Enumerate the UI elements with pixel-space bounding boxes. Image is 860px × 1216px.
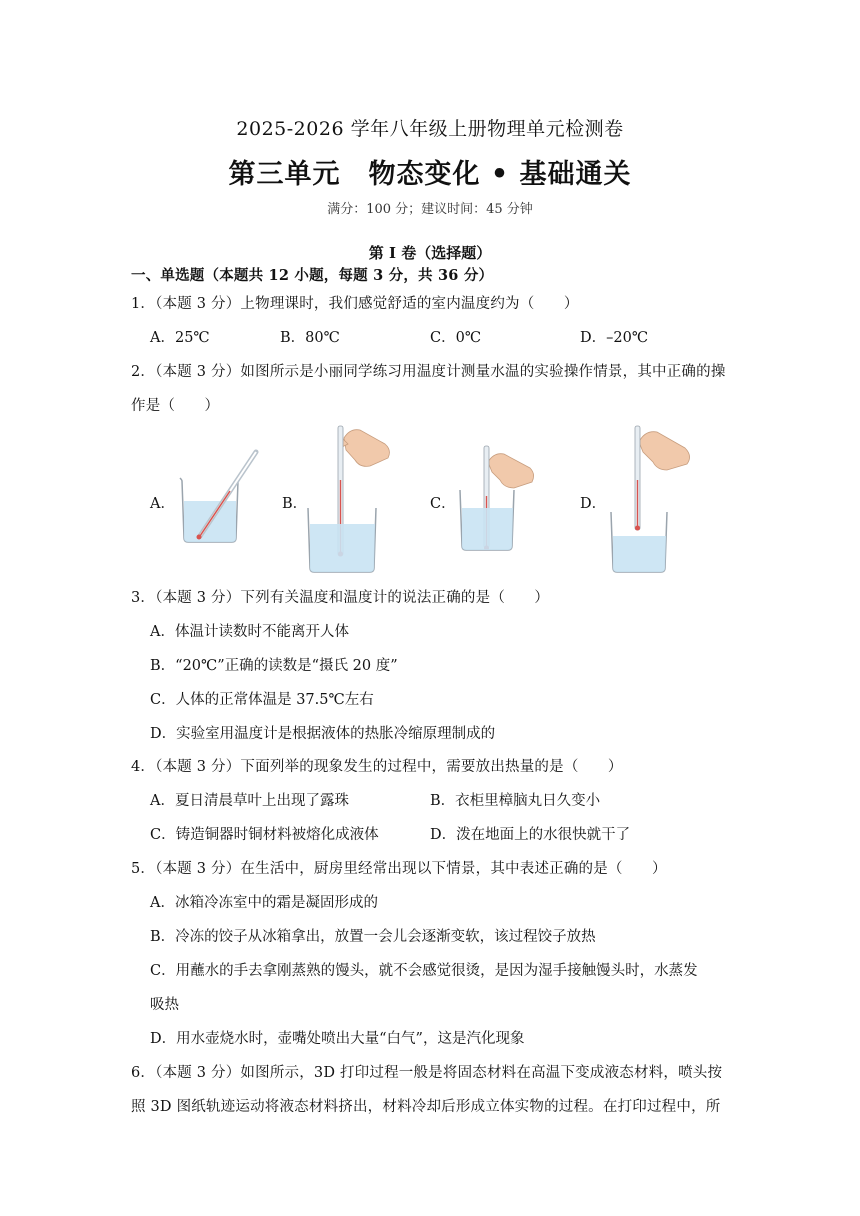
q2-figure-d-label: D． <box>580 496 607 512</box>
exam-title: 2025-2026 学年八年级上册物理单元检测卷 <box>236 118 624 140</box>
q1-option-b: B．80℃ <box>280 330 340 346</box>
q5-option-b: B．冷冻的饺子从冰箱拿出，放置一会儿会逐渐变软，该过程饺子放热 <box>150 929 596 945</box>
q6-stem-line1: 6．（本题 3 分）如图所示，3D 打印过程一般是将固态材料在高温下变成液态材料，喷头按 <box>131 1065 723 1081</box>
q1-option-c: C．0℃ <box>430 330 482 346</box>
q2-figure-a <box>170 446 270 546</box>
q2-figure-c-label: C． <box>430 496 456 512</box>
q2-stem-line2: 作是（ ） <box>131 398 220 414</box>
q4-option-b: B．衣柜里樟脑丸日久变小 <box>430 793 601 809</box>
q1-option-a: A．25℃ <box>150 330 210 346</box>
q2-figure-b-label: B． <box>282 496 308 512</box>
volume-heading: 第 I 卷（选择题） <box>368 244 492 262</box>
q1-option-d: D．–20℃ <box>580 330 649 346</box>
q3-stem: 3．（本题 3 分）下列有关温度和温度计的说法正确的是（ ） <box>131 590 550 606</box>
q2-figure-b <box>300 420 410 576</box>
q3-option-d: D．实验室用温度计是根据液体的热胀冷缩原理制成的 <box>150 726 496 742</box>
q5-option-d: D．用水壶烧水时，壶嘴处喷出大量“白气”，这是汽化现象 <box>150 1031 525 1047</box>
q3-option-a: A．体温计读数时不能离开人体 <box>150 624 349 640</box>
q6-stem-line2: 照 3D 图纸轨迹运动将液态材料挤出，材料冷却后形成立体实物的过程。在打印过程中，所 <box>131 1099 721 1115</box>
part-heading: 一、单选题（本题共 12 小题，每题 3 分，共 36 分） <box>131 267 494 284</box>
q4-stem: 4．（本题 3 分）下面列举的现象发生的过程中，需要放出热量的是（ ） <box>131 759 623 775</box>
unit-title: 第三单元 物态变化 • 基础通关 <box>228 159 632 190</box>
q2-figure-d <box>605 420 715 576</box>
q5-option-c-line1: C．用蘸水的手去拿刚蒸熟的馒头，就不会感觉很烫，是因为湿手接触馒头时，水蒸发 <box>150 963 698 979</box>
q4-option-d: D．泼在地面上的水很快就干了 <box>430 827 631 843</box>
exam-meta: 满分：100 分；建议时间：45 分钟 <box>327 202 533 217</box>
q4-option-c: C．铸造铜器时铜材料被熔化成液体 <box>150 827 379 843</box>
q2-figure-c <box>452 440 562 555</box>
q3-option-c: C．人体的正常体温是 37.5℃左右 <box>150 692 374 708</box>
q1-stem: 1．（本题 3 分）上物理课时，我们感觉舒适的室内温度约为（ ） <box>131 296 579 312</box>
q5-option-c-line2: 吸热 <box>150 997 179 1013</box>
q4-option-a: A．夏日清晨草叶上出现了露珠 <box>150 793 349 809</box>
q5-option-a: A．冰箱冷冻室中的霜是凝固形成的 <box>150 895 378 911</box>
q2-figure-a-label: A． <box>150 496 175 512</box>
q5-stem: 5．（本题 3 分）在生活中，厨房里经常出现以下情景，其中表述正确的是（ ） <box>131 861 667 877</box>
q3-option-b: B．“20℃”正确的读数是“摄氏 20 度” <box>150 658 398 674</box>
q2-stem-line1: 2．（本题 3 分）如图所示是小丽同学练习用温度计测量水温的实验操作情景，其中正确的操 <box>131 364 726 380</box>
